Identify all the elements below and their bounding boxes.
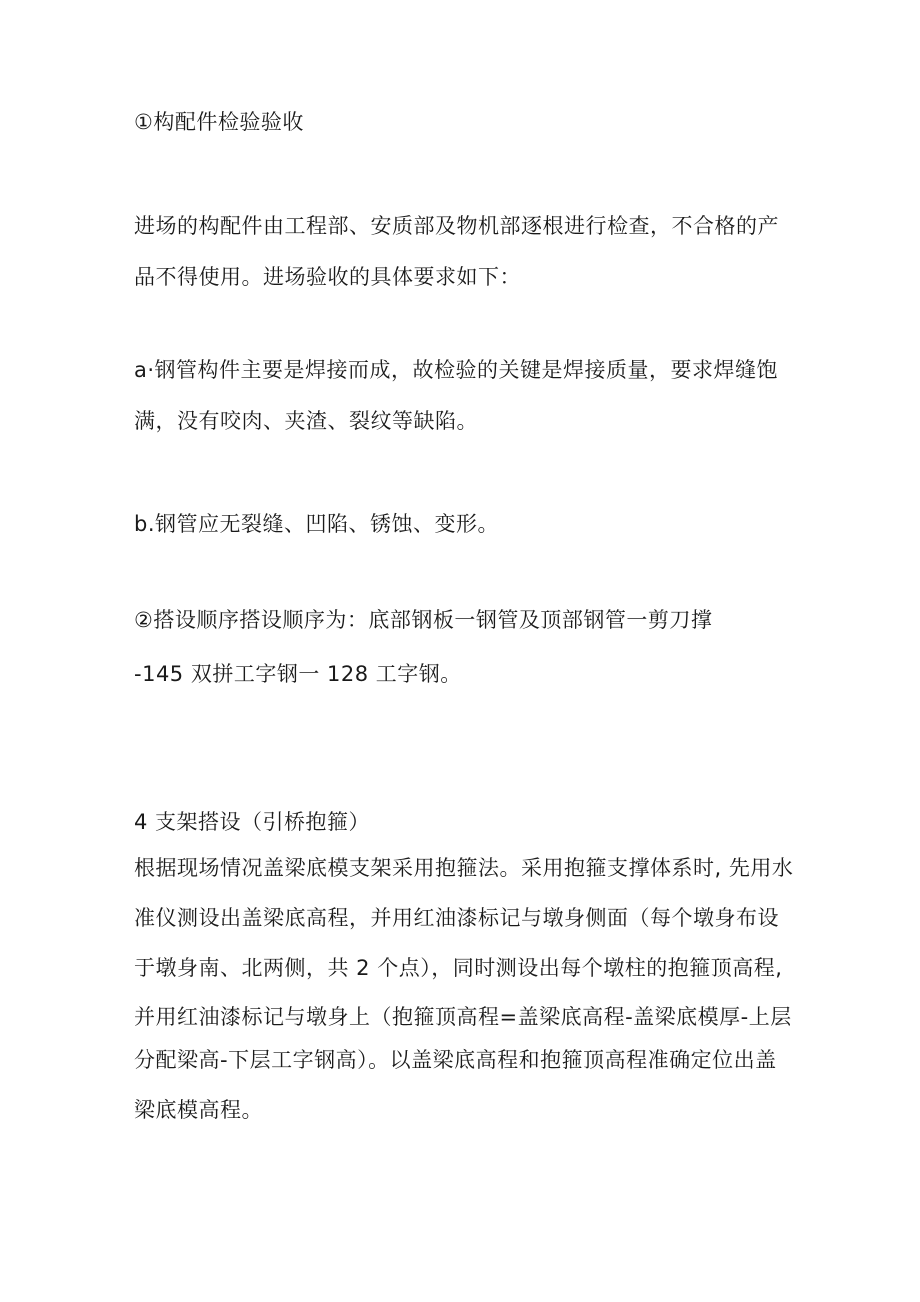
support-paragraph-line-3: 于墩身南、北两侧，共 2 个点），同时测设出每个墩柱的抱箍顶高程, bbox=[134, 956, 783, 980]
paragraph-intro-line-1: 进场的构配件由工程部、安质部及物机部逐根进行检查，不合格的产 bbox=[134, 214, 779, 238]
paragraph-intro-line-2: 品不得使用。进场验收的具体要求如下： bbox=[134, 265, 521, 289]
list-item-b: b.钢管应无裂缝、凹陷、锈蚀、变形。 bbox=[134, 512, 500, 536]
section-heading-support-erection: 4 支架搭设（引桥抱箍） bbox=[134, 810, 371, 834]
support-paragraph-line-5: 分配梁高-下层工字钢高）。以盖梁底高程和抱箍顶高程准确定位出盖 bbox=[134, 1048, 777, 1072]
support-paragraph-line-2: 准仪测设出盖梁底高程，并用红油漆标记与墩身侧面（每个墩身布设 bbox=[134, 906, 779, 930]
support-paragraph-line-6: 梁底模高程。 bbox=[134, 1098, 263, 1122]
list-item-a-line-1: a·钢管构件主要是焊接而成，故检验的关键是焊接质量，要求焊缝饱 bbox=[134, 358, 779, 382]
support-paragraph-line-4: 并用红油漆标记与墩身上（抱箍顶高程=盖梁底高程-盖梁底模厚-上层 bbox=[134, 1005, 792, 1029]
support-paragraph-line-1: 根据现场情况盖梁底模支架采用抱箍法。采用抱箍支撑体系时, 先用水 bbox=[134, 856, 794, 880]
sequence-line-1: ②搭设顺序搭设顺序为：底部钢板一钢管及顶部钢管一剪刀撑 bbox=[134, 608, 713, 632]
section-heading-component-inspection: ①构配件检验验收 bbox=[134, 110, 304, 134]
sequence-line-2: -145 双拼工字钢一 128 工字钢。 bbox=[134, 662, 462, 686]
list-item-a-line-2: 满，没有咬肉、夹渣、裂纹等缺陷。 bbox=[134, 409, 478, 433]
